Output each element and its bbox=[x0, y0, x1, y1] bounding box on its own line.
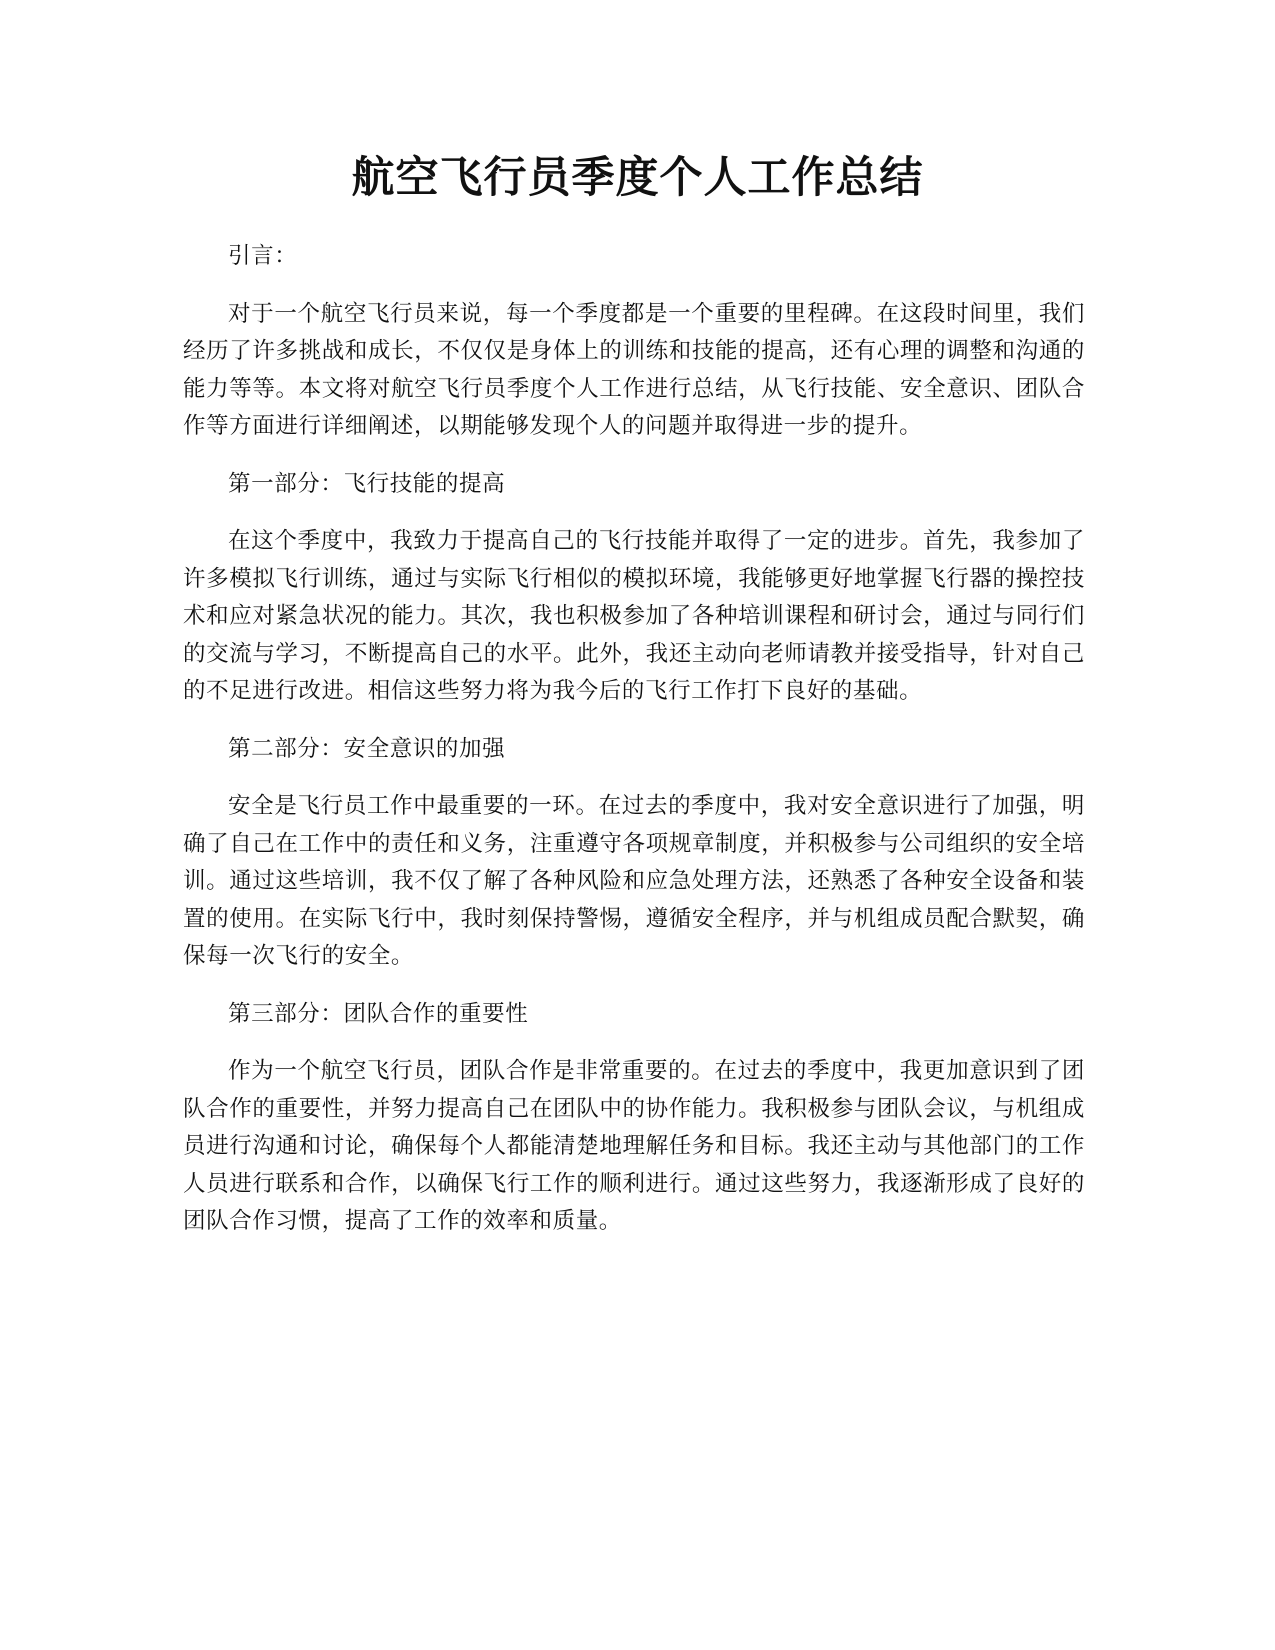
section-1-heading: 第一部分：飞行技能的提高 bbox=[228, 470, 506, 497]
intro-label: 引言： bbox=[228, 243, 298, 269]
section-2-heading: 第二部分：安全意识的加强 bbox=[228, 735, 506, 762]
intro-paragraph: 对于一个航空飞行员来说，每一个季度都是一个重要的里程碑。在这段时间里，我们经历了许多挑战和成长，不仅仅是身体上的训练和技能的提高，还有心理的调整和沟通的能力等等。本文将对航空飞行员季度个人工作进行总结，从飞行技能、安全意识、团队合作等方面进行详细阐述，以期能够发现个人的问题并取得进一步的提升。 bbox=[183, 300, 1085, 439]
section-1-paragraph: 在这个季度中，我致力于提高自己的飞行技能并取得了一定的进步。首先，我参加了许多模拟飞行训练，通过与实际飞行相似的模拟环境，我能够更好地掌握飞行器的操控技术和应对紧急状况的能力。其次，我也积极参加了各种培训课程和研讨会，通过与同行们的交流与学习，不断提高自己的水平。此外，我还主动向老师请教并接受指导，针对自己的不足进行改进。相信这些努力将为我今后的飞行工作打下良好的基础。 bbox=[183, 528, 1085, 704]
section-3-heading: 第三部分：团队合作的重要性 bbox=[228, 1000, 529, 1027]
document-title: 航空飞行员季度个人工作总结 bbox=[351, 153, 924, 203]
document-body bbox=[183, 238, 1085, 1261]
section-2-paragraph: 安全是飞行员工作中最重要的一环。在过去的季度中，我对安全意识进行了加强，明确了自己在工作中的责任和义务，注重遵守各项规章制度，并积极参与公司组织的安全培训。通过这些培训，我不仅了解了各种风险和应急处理方法，还熟悉了各种安全设备和装置的使用。在实际飞行中，我时刻保持警惕，遵循安全程序，并与机组成员配合默契，确保每一次飞行的安全。 bbox=[183, 793, 1085, 969]
section-3-paragraph: 作为一个航空飞行员，团队合作是非常重要的。在过去的季度中，我更加意识到了团队合作的重要性，并努力提高自己在团队中的协作能力。我积极参与团队会议，与机组成员进行沟通和讨论，确保每个人都能清楚地理解任务和目标。我还主动与其他部门的工作人员进行联系和合作，以确保飞行工作的顺利进行。通过这些努力，我逐渐形成了良好的团队合作习惯，提高了工作的效率和质量。 bbox=[183, 1058, 1085, 1234]
